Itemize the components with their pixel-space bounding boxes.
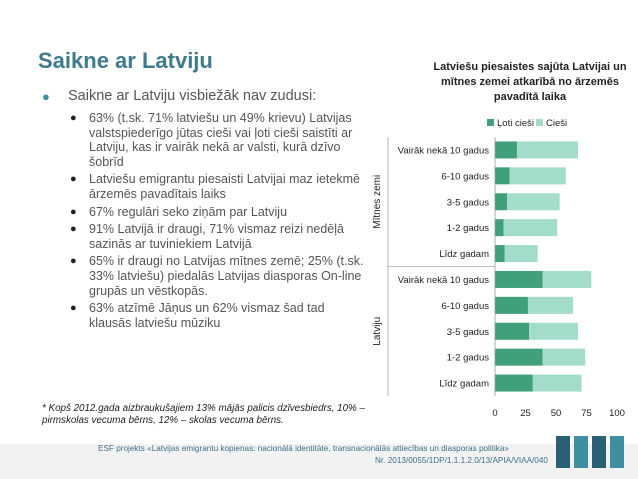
legend-swatch-ciesi (536, 119, 543, 126)
x-tick-label: 75 (581, 408, 592, 419)
project-caption: ESF projekts «Latvijas emigrantu kopienas: nacionālā identitāte, transnacionālās attiecības un diasporas politika» (98, 444, 509, 453)
category-label: 3-5 gadus (446, 197, 489, 209)
institute-logo (554, 432, 626, 472)
bar-segment (495, 245, 505, 262)
sub-bullet-icon: ● (70, 112, 77, 124)
chart-title-line: pavadītā laika (493, 91, 567, 103)
bullet-text: Saikne ar Latviju visbiežāk nav zudusi: (68, 88, 317, 104)
bar-segment (543, 271, 592, 288)
sub-bullet-item (40, 111, 370, 169)
bar-segment (510, 167, 566, 184)
sub-bullet-icon: ● (70, 205, 77, 218)
bar-segment (505, 245, 538, 262)
bar-segment (495, 219, 504, 236)
bar-segment (504, 219, 558, 236)
bar-segment (495, 167, 510, 184)
sub-bullet-text: 63% atzīmē Jāņus un 62% vismaz šad tad klausās latviešu mūziku (89, 301, 325, 330)
category-label: Līdz gadam (439, 249, 489, 261)
bar-segment (495, 375, 533, 392)
category-label: 1-2 gadus (446, 223, 489, 235)
sub-bullet-text: 91% Latvijā ir draugi, 71% vismaz reizi nedēļā sazinās ar tuviniekiem Latvijā (89, 222, 344, 251)
x-tick-label: 25 (520, 408, 531, 419)
sub-bullet-item (40, 205, 370, 220)
bar-segment (495, 349, 543, 366)
bar-segment (533, 375, 582, 392)
sub-bullet-icon: ● (70, 223, 77, 236)
bar-segment (495, 323, 529, 340)
category-label: 6-10 gadus (441, 171, 489, 183)
legend-label: Ļoti cieši (497, 118, 534, 129)
sub-bullet-text: Latviešu emigrantu piesaisti Latvijai maz ietekmē ārzemēs pavadītais laiks (89, 172, 360, 201)
group-label: Latviju (372, 316, 383, 346)
bar-segment (495, 271, 543, 288)
category-label: 1-2 gadus (446, 352, 489, 364)
legend-swatch-loti-ciesi (487, 119, 494, 126)
bar-segment (517, 141, 578, 158)
category-label: Vairāk nekā 10 gadus (397, 274, 489, 286)
sub-bullet-text: 67% regulāri seko ziņām par Latviju (89, 204, 288, 219)
sub-bullet-item (40, 222, 370, 251)
bar-segment (495, 297, 528, 314)
bullet-list (40, 88, 370, 333)
chart-title-line: Latviešu piesaistes sajūta Latvijai un (433, 61, 627, 73)
sub-bullet-icon: ● (70, 173, 77, 186)
group-label: Mītnes zemi (372, 174, 383, 229)
legend-label: Cieši (546, 118, 568, 129)
bar-segment (529, 323, 578, 340)
footnote: * Kopš 2012.gada aizbraukušajiem 13% mājās palicis dzīvesbiedrs, 10% – pirmskolas vecuma bērns, 12% – skolas vecuma bērns. (42, 403, 365, 426)
slide-title: Saikne ar Latviju (38, 48, 213, 73)
x-tick-label: 100 (609, 408, 625, 419)
x-tick-label: 0 (492, 408, 498, 419)
stacked-bar-chart (370, 50, 632, 430)
bullet-icon: ● (42, 89, 50, 104)
category-label: 3-5 gadus (446, 326, 489, 338)
sub-bullet-icon: ● (70, 302, 77, 315)
sub-bullet-item (40, 301, 370, 330)
category-label: Vairāk nekā 10 gadus (397, 145, 489, 157)
x-tick-label: 50 (550, 408, 562, 419)
sub-bullet-item (40, 172, 370, 201)
bar-segment (507, 193, 559, 210)
sub-bullet-text: 63% (t.sk. 71% latviešu un 49% krievu) Latvijas valstspiederīgo jūtas cieši vai ļoti cieši saistīti ar Latviju, kas ir vairāk nekā ar valsti, kurā dzīvo šobrīd (89, 111, 353, 169)
chart-title-line: mītnes zemei atkarībā no ārzemēs (441, 76, 619, 88)
project-number: Nr. 2013/0055/1DP/1.1.1.2.0/13/APIA/VIAA/040 (375, 456, 548, 465)
sub-bullet-item (40, 254, 370, 298)
bar-segment (528, 297, 573, 314)
bar-segment (543, 349, 586, 366)
sub-bullet-text: 65% ir draugi no Latvijas mītnes zemē; 25% (t.sk. 33% latviešu) piedalās Latvijas diasporas On-line grupās un vēstkopās. (89, 254, 364, 298)
category-label: 6-10 gadus (441, 300, 489, 312)
bar-segment (495, 141, 517, 158)
bullet-item (40, 88, 370, 105)
bar-segment (495, 193, 507, 210)
sub-bullet-icon: ● (70, 255, 77, 268)
category-label: Līdz gadam (439, 378, 489, 390)
